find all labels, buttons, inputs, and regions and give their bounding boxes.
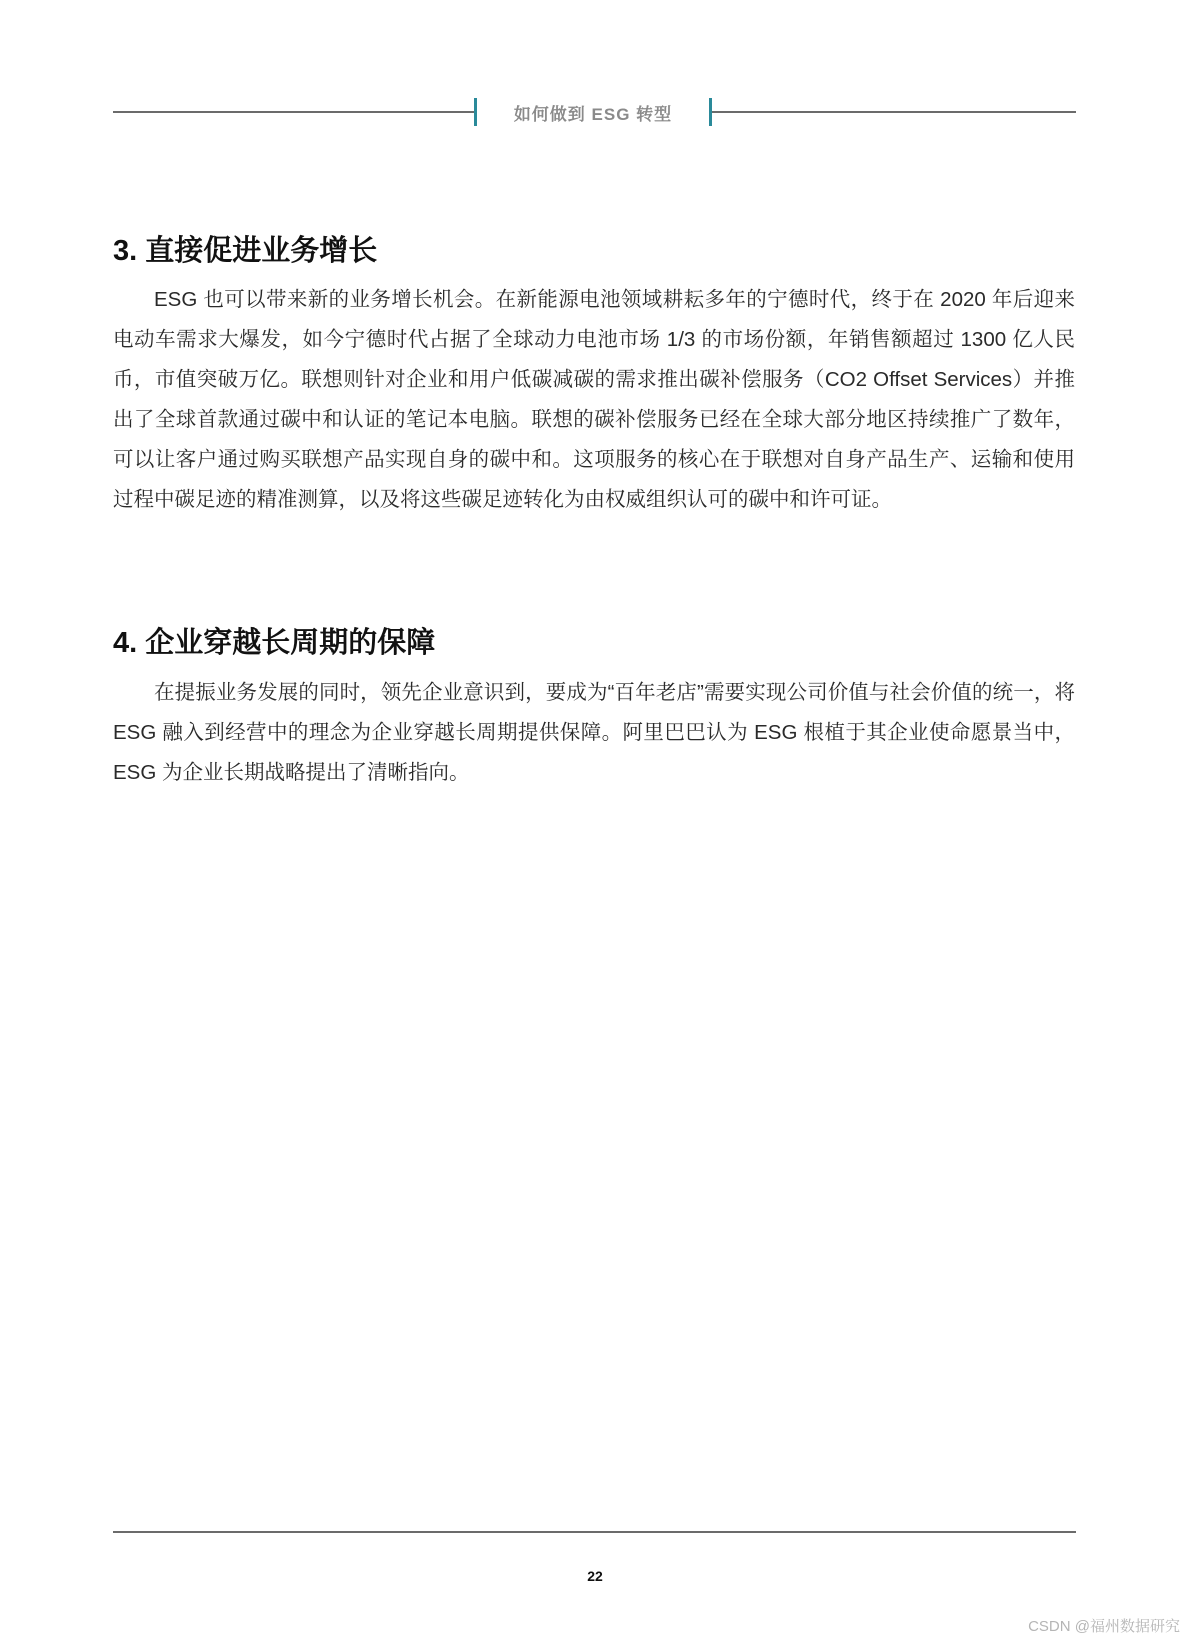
header-accent-left [474,98,477,126]
footer-rule [113,1531,1076,1533]
watermark: CSDN @福州数据研究 [1028,1618,1180,1635]
section-heading-4: 4. 企业穿越长周期的保障 [113,627,436,659]
section-body-3: ESG 也可以带来新的业务增长机会。在新能源电池领域耕耘多年的宁德时代，终于在 2020 年后迎来电动车需求大爆发，如今宁德时代占据了全球动力电池市场 1/3 的市场份额，年销售额超过 1300 亿人民币，市值突破万亿。联想则针对企业和用户低碳减碳的需求推出碳补偿服务（CO2 Offset Services）并推出了全球首款通过碳中和认证的笔记本电脑。联想的碳补偿服务已经在全球大部分地区持续推广了数年，可以让客户通过购买联想产品实现自身的碳中和。这项服务的核心在于联想对自身产品生产、运输和使用过程中碳足迹的精准测算，以及将这些碳足迹转化为由权威组织认可的碳中和许可证。 [113,288,1075,511]
page-number: 22 [587,1568,603,1584]
section-body-4: 在提振业务发展的同时，领先企业意识到，要成为“百年老店”需要实现公司价值与社会价值的统一，将 ESG 融入到经营中的理念为企业穿越长周期提供保障。阿里巴巴认为 ESG 根植于其企业使命愿景当中，ESG 为企业长期战略提出了清晰指向。 [113,681,1075,784]
header-rule-right [712,111,1076,113]
running-header-title: 如何做到 ESG 转型 [513,105,673,124]
section-heading-3: 3. 直接促进业务增长 [113,235,378,267]
header-rule-left [113,111,475,113]
